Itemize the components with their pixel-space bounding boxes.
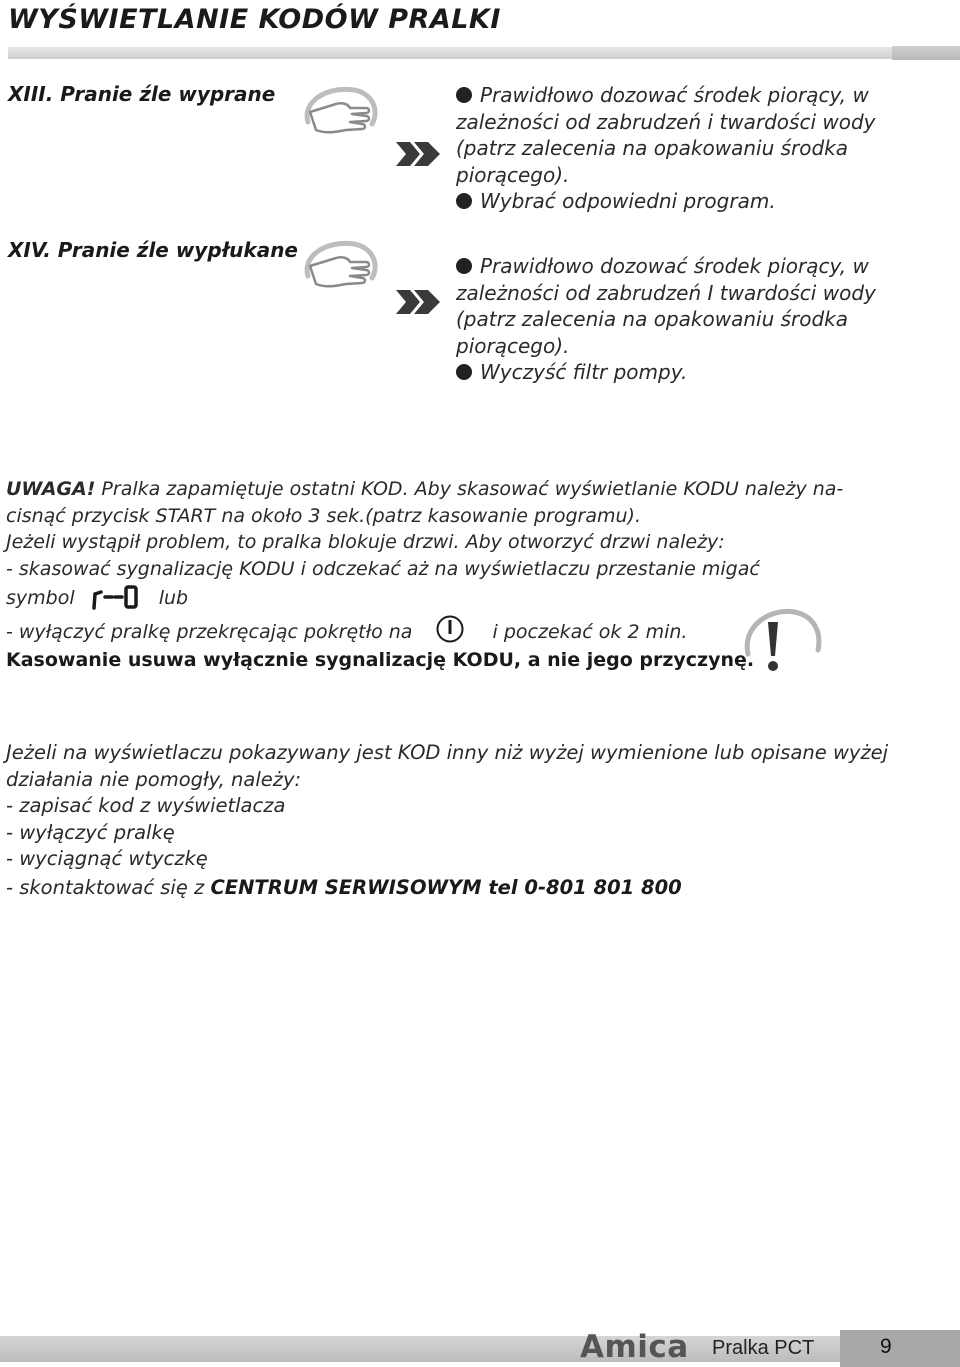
bullet-dot-icon — [456, 364, 472, 380]
double-arrow-icon — [396, 288, 440, 316]
bullet-dot-icon — [456, 193, 472, 209]
footer-bar — [0, 1336, 960, 1362]
info-line: - wyłączyć pralkę — [6, 820, 175, 844]
warning-label: UWAGA! — [6, 478, 96, 500]
bullet-line: zależności od zabrudzeń I twardości wody — [456, 280, 876, 305]
section-xiv-text — [456, 253, 876, 386]
section-title-xiii: XIII. Pranie źle wyprane — [8, 82, 276, 106]
note-line: cisnąć przycisk START na około 3 sek.(patrz kasowanie programu). — [6, 504, 641, 527]
power-knob-icon — [434, 614, 468, 644]
exclamation-icon — [742, 606, 822, 678]
page-title: WYŚWIETLANIE KODÓW PRALKI — [8, 4, 501, 35]
hand-icon — [296, 236, 380, 300]
service-contact: CENTRUM SERWISOWYM tel 0-801 801 800 — [210, 875, 682, 899]
info-line: - wyciągnąć wtyczkę — [6, 847, 208, 870]
info-line: Jeżeli na wyświetlaczu pokazywany jest KOD inny niż wyżej wymienione lub opisane wyżej — [6, 741, 889, 764]
double-arrow-icon — [396, 140, 440, 168]
product-name: Pralka PCT — [712, 1337, 815, 1359]
note-line: Jeżeli wystąpił problem, to pralka blokuje drzwi. Aby otworzyć drzwi należy: — [6, 531, 725, 553]
info-line: - skontaktować się z CENTRUM SERWISOWYM tel 0-801 801 800 — [6, 875, 682, 899]
note-line: - wyłączyć pralkę przekręcając pokrętło na i poczekać ok 2 min. — [6, 614, 906, 647]
bullet-line: Wybrać odpowiedni program. — [456, 188, 876, 215]
bullet-line: (patrz zalecenia na opakowaniu środka — [456, 307, 849, 331]
bullet-dot-icon — [456, 87, 472, 103]
bullet-line: piorącego). — [456, 333, 570, 358]
info-line: działania nie pomogły, należy: — [6, 767, 302, 791]
page-number: 9 — [880, 1335, 892, 1358]
page-number-box — [840, 1330, 960, 1367]
note-bold-line: Kasowanie usuwa wyłącznie sygnalizację KODU, a nie jego przyczynę. — [6, 649, 755, 671]
header-rule — [8, 47, 892, 59]
bullet-line: piorącego). — [456, 162, 570, 187]
note-line: - skasować sygnalizację KODU i odczekać aż na wyświetlaczu przestanie migać — [6, 557, 760, 580]
header-rule-end — [892, 46, 960, 60]
hand-icon — [296, 82, 380, 146]
bullet-line: zależności od zabrudzeń i twardości wody — [456, 109, 876, 134]
note-line: UWAGA! Pralka zapamiętuje ostatni KOD. Aby skasować wyświetlanie KODU należy na- — [6, 478, 844, 500]
display-symbol-icon — [91, 584, 139, 610]
section-xiii-text — [456, 82, 876, 215]
bullet-dot-icon — [456, 258, 472, 274]
section-title-xiv: XIV. Pranie źle wypłukane — [8, 238, 298, 262]
bullet-line: Prawidłowo dozować środek piorący, w — [456, 82, 876, 109]
bullet-line: Wyczyść filtr pompy. — [456, 359, 876, 386]
note-line: symbol lub — [6, 582, 906, 614]
bullet-line: (patrz zalecenia na opakowaniu środka — [456, 136, 849, 160]
brand-logo: Amica — [580, 1329, 689, 1365]
service-info — [6, 740, 926, 901]
info-line: - zapisać kod z wyświetlacza — [6, 794, 286, 817]
bullet-line: Prawidłowo dozować środek piorący, w — [456, 253, 876, 280]
